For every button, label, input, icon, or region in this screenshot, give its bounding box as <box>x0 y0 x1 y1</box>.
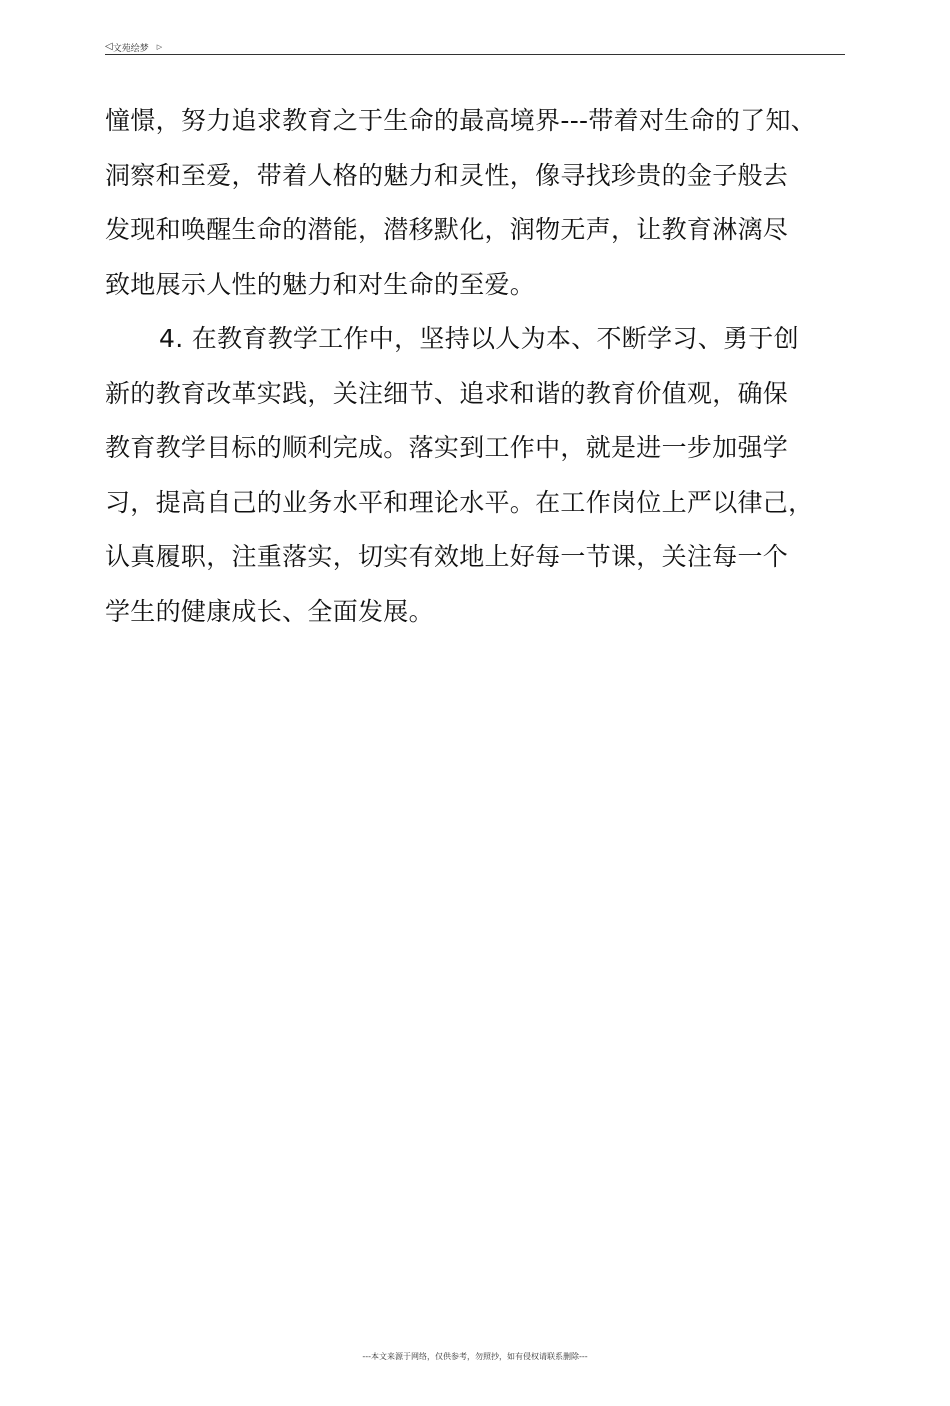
text-line: 憧憬，努力追求教育之于生命的最高境界---带着对生命的了知、 <box>105 106 817 135</box>
paragraph-2 <box>105 312 865 639</box>
right-triangle-icon: ▷ <box>156 43 163 51</box>
text-line: 学生的健康成长、全面发展。 <box>105 596 434 626</box>
text-line: 发现和唤醒生命的潜能，潜移默化，润物无声，让教育淋漓尽 <box>105 215 789 244</box>
document-body <box>105 94 865 639</box>
text-line: 洞察和至爱，带着人格的魅力和灵性，像寻找珍贵的金子般去 <box>105 160 789 190</box>
paragraph-1 <box>105 94 865 312</box>
text-line: 认真履职，注重落实，切实有效地上好每一节课，关注每一个 <box>105 542 789 571</box>
header-divider <box>105 54 845 55</box>
text-line: 教育教学目标的顺利完成。落实到工作中，就是进一步加强学 <box>105 433 789 462</box>
text-line: 致地展示人性的魅力和对生命的至爱。 <box>105 269 536 299</box>
text-line: 4. 在教育教学工作中，坚持以人为本、不断学习、勇于创 <box>159 324 799 353</box>
page-footer: ---本文来源于网络，仅供参考，勿照抄，如有侵权请联系删除--- <box>362 1352 588 1361</box>
text-line: 习，提高自己的业务水平和理论水平。在工作岗位上严以律己， <box>105 487 814 517</box>
page-header <box>105 40 162 54</box>
text-line: 新的教育改革实践，关注细节、追求和谐的教育价值观，确保 <box>105 378 789 408</box>
header-title: 文苑绘梦 <box>112 43 149 54</box>
left-triangle-icon: ◁ <box>105 41 113 52</box>
